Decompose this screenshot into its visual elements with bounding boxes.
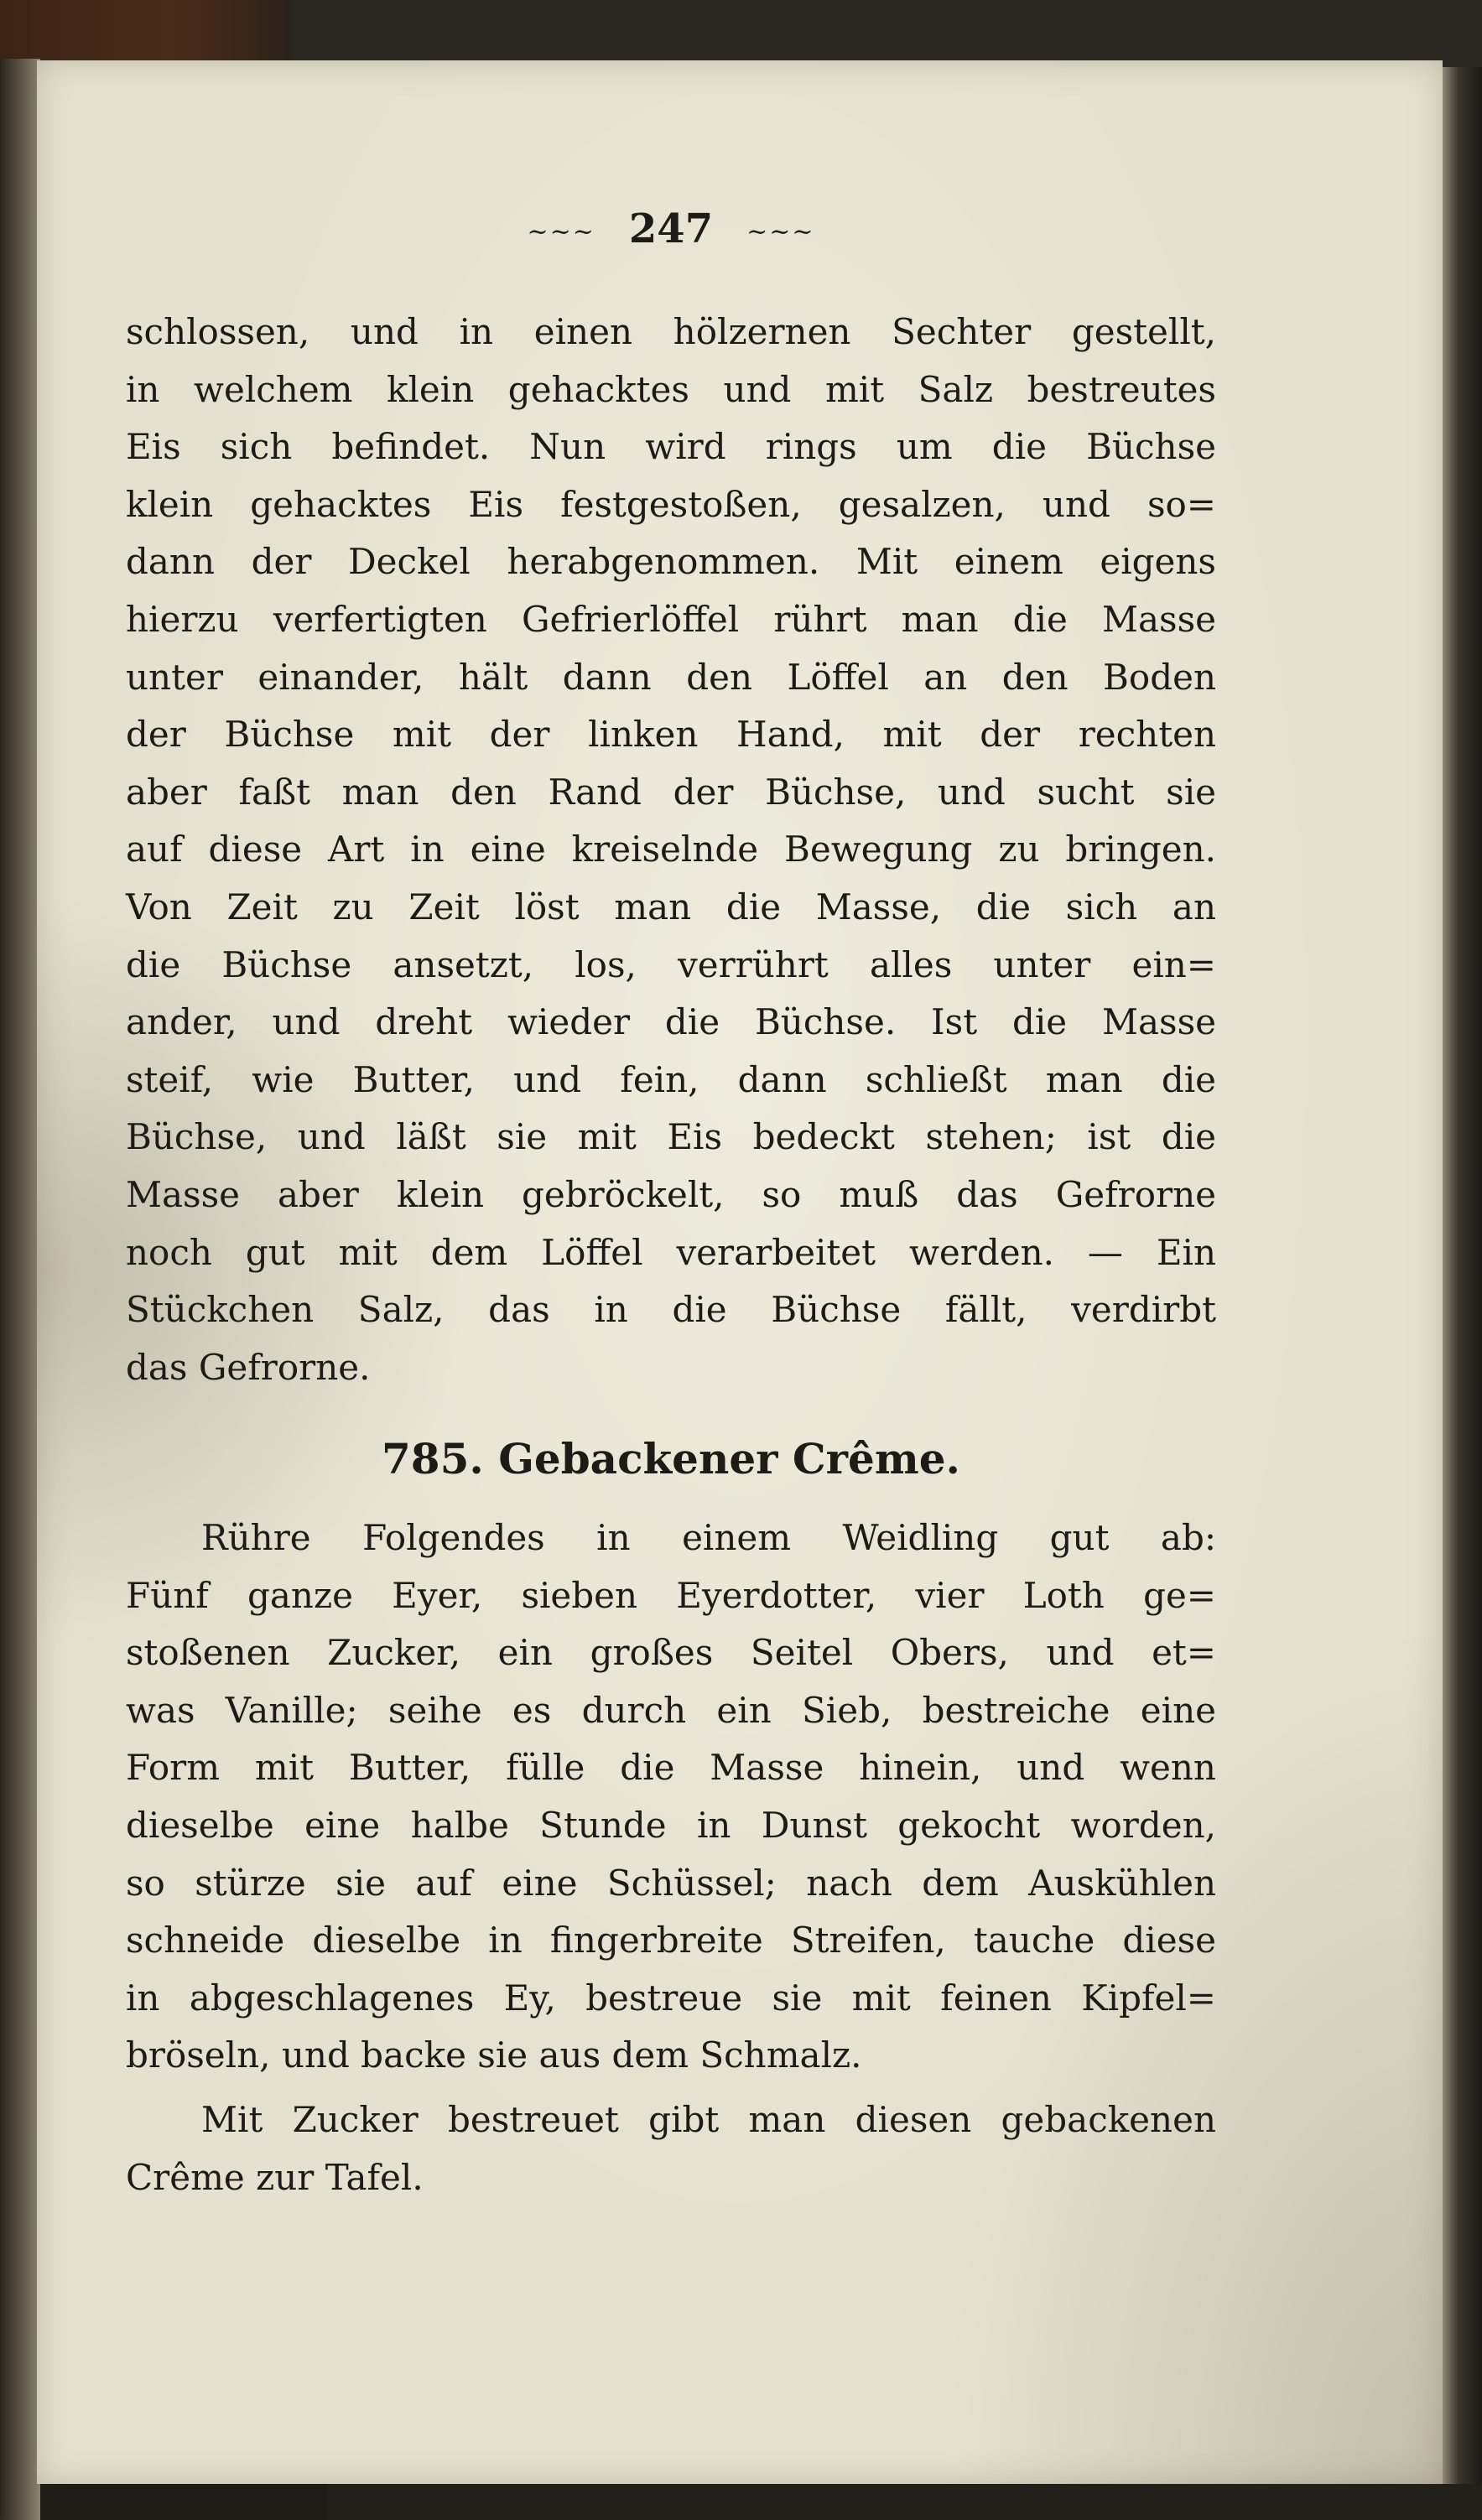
text-line: Eis sich befindet. Nun wird rings um die Büchse [126, 426, 1216, 468]
header-dash-right: ~~~ [746, 217, 815, 247]
text-line: steif, wie Butter, und fein, dann schließt man die [126, 1058, 1216, 1100]
text-line: Form mit Butter, fülle die Masse hinein, und wenn [126, 1747, 1216, 1789]
text-line: das Gefrorne. [126, 1346, 371, 1388]
text-line: unter einander, hält dann den Löffel an den Boden [126, 656, 1216, 698]
text-line: Stückchen Salz, das in die Büchse fällt, verdirbt [126, 1289, 1216, 1331]
text-line: ander, und dreht wieder die Büchse. Ist die Masse [126, 1001, 1216, 1043]
book-spine [0, 0, 289, 60]
text-line: Büchse, und läßt sie mit Eis bedeckt stehen; ist die [126, 1116, 1216, 1158]
page-edge-bottom [327, 2484, 1482, 2520]
text-line: Crême zur Tafel. [126, 2156, 424, 2198]
page-number: 247 [628, 205, 714, 252]
text-line: in welchem klein gehacktes und mit Salz bestreutes [126, 368, 1216, 410]
text-line: auf diese Art in eine kreiselnde Bewegung zu bringen. [126, 829, 1216, 870]
text-line: in abgeschlagenes Ey, bestreue sie mit feinen Kipfel= [126, 1977, 1216, 2019]
text-line: dann der Deckel herabgenommen. Mit einem eigens [126, 541, 1216, 583]
page-gutter [0, 59, 40, 2520]
text-line: noch gut mit dem Löffel verarbeitet werden. — Ein [126, 1231, 1216, 1273]
text-line: Masse aber klein gebröckelt, so muß das Gefrorne [126, 1173, 1216, 1215]
text-line: aber faßt man den Rand der Büchse, und sucht sie [126, 771, 1216, 813]
text-line: so stürze sie auf eine Schüssel; nach dem Auskühlen [126, 1862, 1216, 1904]
text-line: Von Zeit zu Zeit löst man die Masse, die sich an [126, 886, 1216, 927]
text-line: die Büchse ansetzt, los, verrührt alles unter ein= [126, 943, 1216, 985]
page-edge-right [1443, 67, 1482, 2520]
serving-paragraph [126, 2091, 1216, 2206]
page-header [126, 205, 1216, 252]
paragraph-continued [126, 304, 1216, 1396]
text-line: schneide dieselbe in fingerbreite Streifen, tauche diese [126, 1920, 1216, 1961]
text-line: schlossen, und in einen hölzernen Sechter gestellt, [126, 311, 1216, 352]
text-line: stoßenen Zucker, ein großes Seitel Obers, und et= [126, 1632, 1216, 1674]
recipe-paragraph [126, 1509, 1216, 2085]
text-line: Rühre Folgendes in einem Weidling gut ab: [201, 1517, 1216, 1558]
recipe-title: 785. Gebackener Crême. [382, 1434, 960, 1483]
header-dash-left: ~~~ [527, 217, 595, 247]
text-line: was Vanille; seihe es durch ein Sieb, bestreiche eine [126, 1689, 1216, 1731]
text-line: klein gehacktes Eis festgestoßen, gesalzen, und so= [126, 483, 1216, 525]
text-line: der Büchse mit der linken Hand, mit der rechten [126, 714, 1216, 756]
text-line: Mit Zucker bestreuet gibt man diesen gebackenen [201, 2099, 1216, 2140]
text-line: Fünf ganze Eyer, sieben Eyerdotter, vier Loth ge= [126, 1574, 1216, 1616]
text-line: hierzu verfertigten Gefrierlöffel rührt man die Masse [126, 598, 1216, 640]
text-line: dieselbe eine halbe Stunde in Dunst gekocht worden, [126, 1804, 1216, 1846]
text-line: bröseln, und backe sie aus dem Schmalz. [126, 2034, 862, 2076]
